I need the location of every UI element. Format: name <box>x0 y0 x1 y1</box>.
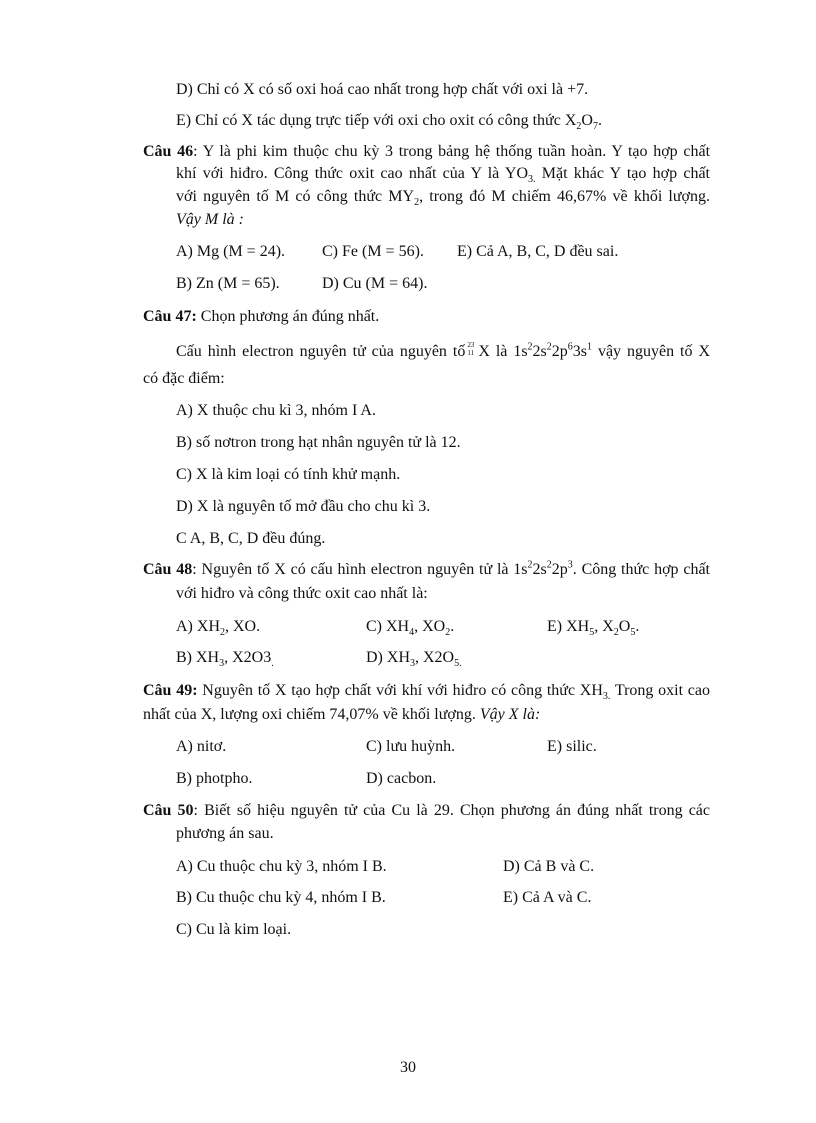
q50-option-e: E) Cả A và C. <box>503 889 592 906</box>
q48-option-b: B) $XH_3$, $X2O3_.$ <box>176 649 274 670</box>
q47-option-b: B) số nơtron trong hạt nhân nguyên tử là 12. <box>176 434 461 451</box>
q50-option-c: C) Cu là kim loại. <box>176 921 292 938</box>
q47-option-e: C A, B, C, D đều đúng. <box>176 530 326 547</box>
q46-line-1: Câu 46: Y là phi kim thuộc chu kỳ 3 trong bảng hệ thống tuần hoàn. Y tạo hợp chất <box>143 143 711 160</box>
page-number: 30 <box>400 1059 416 1076</box>
q49-option-a: A) nitơ. <box>176 738 227 755</box>
q48-option-c: C) $XH_4$, $XO_2$. <box>366 618 455 639</box>
q49-option-c: C) lưu huỳnh. <box>366 738 456 755</box>
q47-label: Câu 47: <box>143 308 197 325</box>
q49-option-d: D) cacbon. <box>366 770 437 787</box>
q48-option-a: A) $XH_2$, XO. <box>176 618 261 639</box>
q45-option-e: E) Chỉ có X tác dụng trực tiếp với oxi cho oxit có công thức $X_2O_7$. <box>176 112 602 133</box>
q47-line-3: có đặc điểm: <box>143 370 225 387</box>
q48-line-2: với hiđro và công thức oxit cao nhất là: <box>176 585 428 602</box>
q46-option-e: E) Cả A, B, C, D đều sai. <box>457 243 619 260</box>
q49-option-e: E) silic. <box>547 738 597 755</box>
q47-line-1: Câu 47: Chọn phương án đúng nhất. <box>143 308 380 325</box>
q46-option-c: C) Fe (M = 56). <box>322 243 424 260</box>
q46-option-b: B) Zn (M = 65). <box>176 275 280 292</box>
q45-option-d: D) Chỉ có X có số oxi hoá cao nhất trong hợp chất với oxi là +7. <box>176 81 589 98</box>
q46-line-3: với nguyên tố M có công thức $MY_2$, trong đó M chiếm 46,67% về khối lượng. <box>176 188 711 209</box>
q46-option-a: A) Mg (M = 24). <box>176 243 286 260</box>
q50-label: Câu 50 <box>143 802 194 819</box>
q50-line-1: Câu 50: Biết số hiệu nguyên tử của Cu là 29. Chọn phương án đúng nhất trong các <box>143 802 710 819</box>
q48-option-e: E) $XH_5$, $X_2O_5$. <box>547 618 640 639</box>
q49-option-b: B) photpho. <box>176 770 253 787</box>
q48-label: Câu 48 <box>143 561 193 578</box>
q50-option-a: A) Cu thuộc chu kỳ 3, nhóm I B. <box>176 858 387 875</box>
q46-label: Câu 46 <box>143 143 194 160</box>
q46-line-4: Vậy M là : <box>176 211 244 228</box>
q46-option-d: D) Cu (M = 64). <box>322 275 428 292</box>
q50-line-2: phương án sau. <box>176 825 274 842</box>
q50-option-b: B) Cu thuộc chu kỳ 4, nhóm I B. <box>176 889 386 906</box>
nuclide-notation: 23 11 <box>467 341 475 357</box>
q47-option-c: C) X là kim loại có tính khử mạnh. <box>176 466 401 483</box>
q49-line-2: nhất của X, lượng oxi chiếm 74,07% về khối lượng. Vậy X là: <box>143 706 541 723</box>
q47-line-2: Cấu hình electron nguyên tử của nguyên tố 23 11 X là $1s^22s^22p^63s^1$ vậy nguyên tố X <box>176 341 710 360</box>
q50-option-d: D) Cả B và C. <box>503 858 595 875</box>
q47-option-a: A) X thuộc chu kì 3, nhóm I A. <box>176 402 376 419</box>
q46-line-2: khí với hiđro. Công thức oxit cao nhất của Y là $YO_{3.}$ Mặt khác Y tạo hợp chất <box>176 165 710 186</box>
q49-line-1: Câu 49: Nguyên tố X tạo hợp chất với khí với hiđro có công thức $XH_{3.}$ Trong oxit cao <box>143 682 710 703</box>
q48-option-d: D) $XH_3$, $X2O_{5.}$ <box>366 649 462 670</box>
q49-label: Câu 49: <box>143 682 198 699</box>
q47-option-d: D) X là nguyên tố mở đầu cho chu kì 3. <box>176 498 431 515</box>
q48-line-1: Câu 48: Nguyên tố X có cấu hình electron nguyên tử là $1s^22s^22p^3$. Công thức hợp chất <box>143 559 710 578</box>
